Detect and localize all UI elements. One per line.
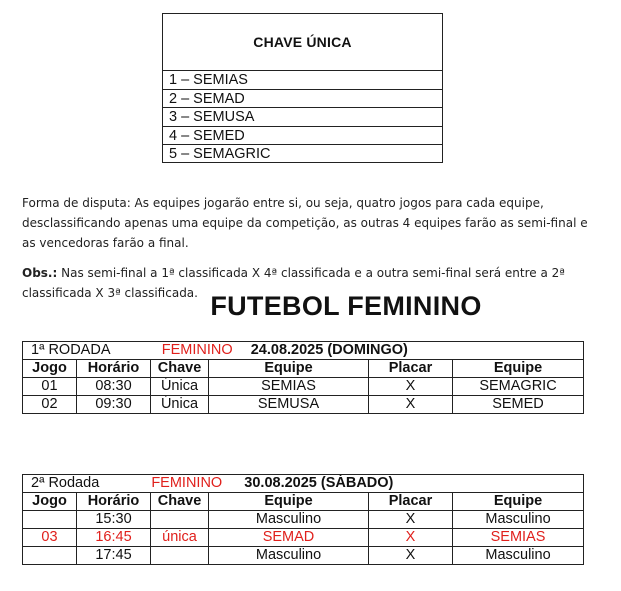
table-row bbox=[23, 547, 584, 565]
page-title: FUTEBOL FEMININO bbox=[210, 291, 482, 321]
round1-category: FEMININO bbox=[161, 342, 233, 358]
cell-jogo: 02 bbox=[23, 396, 77, 414]
col-placar: Placar bbox=[369, 493, 453, 511]
col-jogo: Jogo bbox=[23, 360, 77, 378]
round1-label: 1ª RODADA bbox=[31, 342, 110, 358]
round2-label: 2ª Rodada bbox=[31, 475, 100, 491]
col-placar: Placar bbox=[369, 360, 453, 378]
cell-equipe1: Masculino bbox=[209, 511, 369, 529]
forma-line: as vencedoras farão a final. bbox=[22, 236, 189, 250]
col-equipe1: Equipe bbox=[209, 360, 369, 378]
cell-horario: 09:30 bbox=[77, 396, 151, 414]
cell-equipe2: SEMIAS bbox=[453, 529, 584, 547]
cell-equipe2: SEMED bbox=[453, 396, 584, 414]
cell-jogo: 01 bbox=[23, 378, 77, 396]
forma-disputa-text bbox=[22, 193, 607, 253]
forma-line: Forma de disputa: As equipes jogarão entre si, ou seja, quatro jogos para cada equipe, bbox=[22, 196, 544, 210]
cell-chave bbox=[151, 511, 209, 529]
cell-equipe1: SEMAD bbox=[209, 529, 369, 547]
cell-equipe2: Masculino bbox=[453, 511, 584, 529]
cell-horario: 16:45 bbox=[77, 529, 151, 547]
chave-table bbox=[162, 13, 443, 163]
col-equipe2: Equipe bbox=[453, 493, 584, 511]
cell-jogo bbox=[23, 547, 77, 565]
col-equipe2: Equipe bbox=[453, 360, 584, 378]
col-jogo: Jogo bbox=[23, 493, 77, 511]
cell-chave bbox=[151, 547, 209, 565]
obs-line1: Nas semi-final a 1ª classificada X 4ª classificada e a outra semi-final será entre a 2ª bbox=[57, 266, 565, 280]
obs-line bbox=[22, 263, 607, 283]
cell-placar: X bbox=[369, 396, 453, 414]
cell-equipe1: Masculino bbox=[209, 547, 369, 565]
table-row-highlight bbox=[23, 529, 584, 547]
cell-horario: 17:45 bbox=[77, 547, 151, 565]
round1-caption bbox=[23, 342, 584, 360]
col-horario: Horário bbox=[77, 493, 151, 511]
cell-placar: X bbox=[369, 547, 453, 565]
cell-equipe1: SEMUSA bbox=[209, 396, 369, 414]
cell-chave: Única bbox=[151, 378, 209, 396]
cell-horario: 15:30 bbox=[77, 511, 151, 529]
round2-category: FEMININO bbox=[151, 475, 223, 491]
round1-header-row bbox=[23, 360, 584, 378]
round2-caption bbox=[23, 475, 584, 493]
round2-header-row bbox=[23, 493, 584, 511]
chave-team: 3 – SEMUSA bbox=[163, 108, 442, 127]
cell-horario: 08:30 bbox=[77, 378, 151, 396]
forma-line: desclassificando apenas uma equipe da competição, as outras 4 equipes farão as semi-final e bbox=[22, 216, 588, 230]
col-horario: Horário bbox=[77, 360, 151, 378]
table-row bbox=[23, 378, 584, 396]
cell-placar: X bbox=[369, 529, 453, 547]
chave-team: 2 – SEMAD bbox=[163, 90, 442, 109]
cell-equipe1: SEMIAS bbox=[209, 378, 369, 396]
round1-date: 24.08.2025 (DOMINGO) bbox=[250, 342, 408, 358]
cell-equipe2: Masculino bbox=[453, 547, 584, 565]
chave-team: 4 – SEMED bbox=[163, 127, 442, 146]
table-row bbox=[23, 511, 584, 529]
chave-title: CHAVE ÚNICA bbox=[163, 14, 442, 71]
obs-line2: classificada X 3ª classificada. bbox=[22, 286, 198, 300]
cell-chave: única bbox=[151, 529, 209, 547]
col-chave: Chave bbox=[151, 493, 209, 511]
chave-team: 5 – SEMAGRIC bbox=[169, 146, 271, 162]
cell-jogo: 03 bbox=[23, 529, 77, 547]
cell-placar: X bbox=[369, 511, 453, 529]
table-row bbox=[23, 396, 584, 414]
cell-placar: X bbox=[369, 378, 453, 396]
col-equipe1: Equipe bbox=[209, 493, 369, 511]
cell-equipe2: SEMAGRIC bbox=[453, 378, 584, 396]
cell-chave: Única bbox=[151, 396, 209, 414]
chave-team: 1 – SEMIAS bbox=[163, 71, 442, 90]
round2-date: 30.08.2025 (SÁBADO) bbox=[244, 475, 394, 491]
round2-table bbox=[22, 474, 584, 565]
cell-jogo bbox=[23, 511, 77, 529]
col-chave: Chave bbox=[151, 360, 209, 378]
round1-table bbox=[22, 341, 584, 414]
obs-label: Obs.: bbox=[22, 266, 58, 280]
